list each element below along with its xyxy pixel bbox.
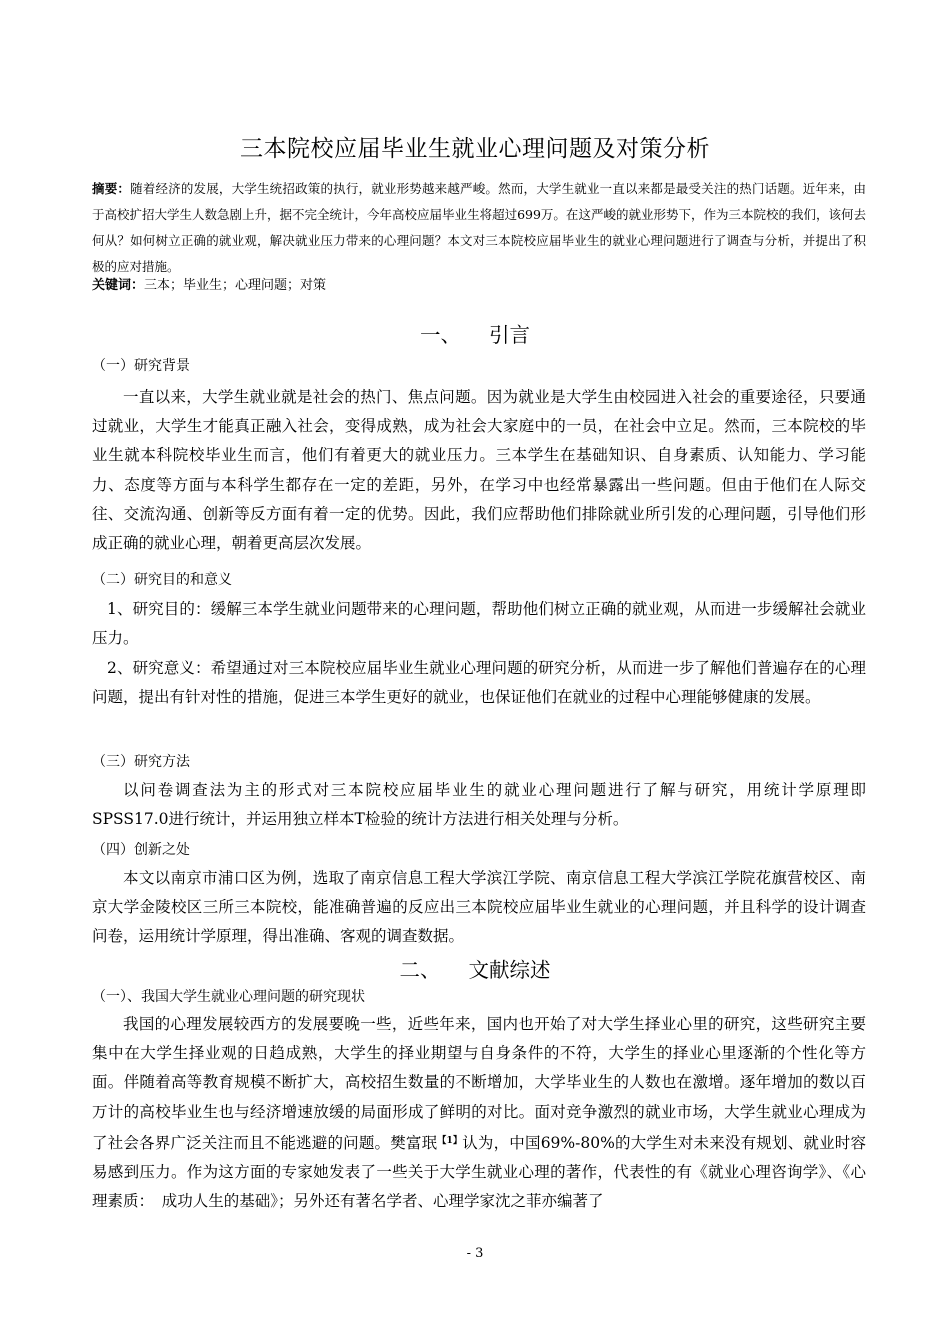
- section-2-number: 二、: [399, 958, 441, 982]
- citation-reference: 【1】: [437, 1135, 463, 1146]
- section-heading-1: [0, 321, 950, 349]
- abstract: [92, 176, 866, 280]
- paragraph-purpose: 1、研究目的：缓解三本学生就业问题带来的心理问题，帮助他们树立正确的就业观，从而进一步缓解社会就业压力。: [92, 600, 866, 648]
- subheading-research-background: （一）研究背景: [92, 358, 190, 374]
- section-1-number: 一、: [420, 323, 461, 347]
- section-1-title: 引言: [489, 323, 530, 347]
- section-heading-2: [0, 956, 950, 984]
- paragraph-significance: 2、研究意义：希望通过对三本院校应届毕业生就业心理问题的研究分析，从而进一步了解他们普遍存在的心理问题，提出有针对性的措施，促进三本学生更好的就业，也保证他们在就业的过程中心理能够健康的发展。: [92, 659, 866, 707]
- keywords-text: 三本；毕业生；心理问题；对策: [144, 278, 327, 293]
- subheading-research-status: （一）、我国大学生就业心理问题的研究现状: [92, 989, 365, 1005]
- paragraph-research-status-text-b: 认为，中国69%-80%的大学生对未来没有规划、就业时容易感到压力。作为这方面的专家她发表了一些关于大学生就业心理的著作，代表性的有《就业心理咨询学》、《心理素质： 成功人生的基础》；另外还有著名学者、心理学家沈之菲亦编著了: [92, 1133, 866, 1211]
- subheading-purpose-significance: （二）研究目的和意义: [92, 572, 232, 588]
- paragraph-innovation: 本文以南京市浦口区为例，选取了南京信息工程大学滨江学院、南京信息工程大学滨江学院花旗营校区、南京大学金陵校区三所三本院校，能准确普遍的反应出三本院校应届毕业生就业的心理问题，并且科学的设计调查问卷，运用统计学原理，得出准确、客观的调查数据。: [92, 869, 866, 946]
- paper-title: 三本院校应届毕业生就业心理问题及对策分析: [240, 136, 710, 162]
- keywords: [92, 275, 866, 297]
- abstract-label: 摘要：: [92, 181, 131, 196]
- subheading-methods: （三）研究方法: [92, 754, 190, 770]
- abstract-text: 随着经济的发展，大学生统招政策的执行，就业形势越来越严峻。然而，大学生就业一直以来都是最受关注的热门话题。近年来，由于高校扩招大学生人数急剧上升，据不完全统计，今年高校应届毕业生将超过699万。在这严峻的就业形势下，作为三本院校的我们，该何去何从？如何树立正确的就业观，解决就业压力带来的心理问题？本文对三本院校应届毕业生的就业心理问题进行了调查与分析，并提出了积极的应对措施。: [92, 181, 866, 274]
- page-number: - 3: [466, 1246, 484, 1261]
- paragraph-background: 一直以来，大学生就业就是社会的热门、焦点问题。因为就业是大学生由校园进入社会的重要途径，只要通过就业，大学生才能真正融入社会，变得成熟，成为社会大家庭中的一员，在社会中立足。然而，三本院校的毕业生就本科院校毕业生而言，他们有着更大的就业压力。三本学生在基础知识、自身素质、认知能力、学习能力、态度等方面与本科学生都存在一定的差距，另外，在学习中也经常暴露出一些问题。但由于他们在人际交往、交流沟通、创新等反方面有着一定的优势。因此，我们应帮助他们排除就业所引发的心理问题，引导他们形成正确的就业心理，朝着更高层次发展。: [92, 388, 866, 553]
- paragraph-research-status: [92, 1010, 866, 1216]
- keywords-label: 关键词：: [92, 278, 145, 293]
- paragraph-research-status-text-a: 我国的心理发展较西方的发展要晚一些，近些年来，国内也开始了对大学生择业心里的研究，这些研究主要集中在大学生择业观的日趋成熟，大学生的择业期望与自身条件的不符，大学生的择业心里逐渐的个性化等方面。伴随着高等教育规模不断扩大，高校招生数量的不断增加，大学毕业生的人数也在激增。逐年增加的数以百万计的高校毕业生也与经济增速放缓的局面形成了鲜明的对比。面对竞争激烈的就业市场，大学生就业心理成为了社会各界广泛关注而且不能逃避的问题。樊富珉: [92, 1015, 866, 1152]
- paragraph-methods: 以问卷调查法为主的形式对三本院校应届毕业生的就业心理问题进行了解与研究，用统计学原理即SPSS17.0进行统计，并运用独立样本T检验的统计方法进行相关处理与分析。: [92, 781, 866, 829]
- subheading-innovation: （四）创新之处: [92, 842, 190, 858]
- section-2-title: 文献综述: [468, 958, 551, 982]
